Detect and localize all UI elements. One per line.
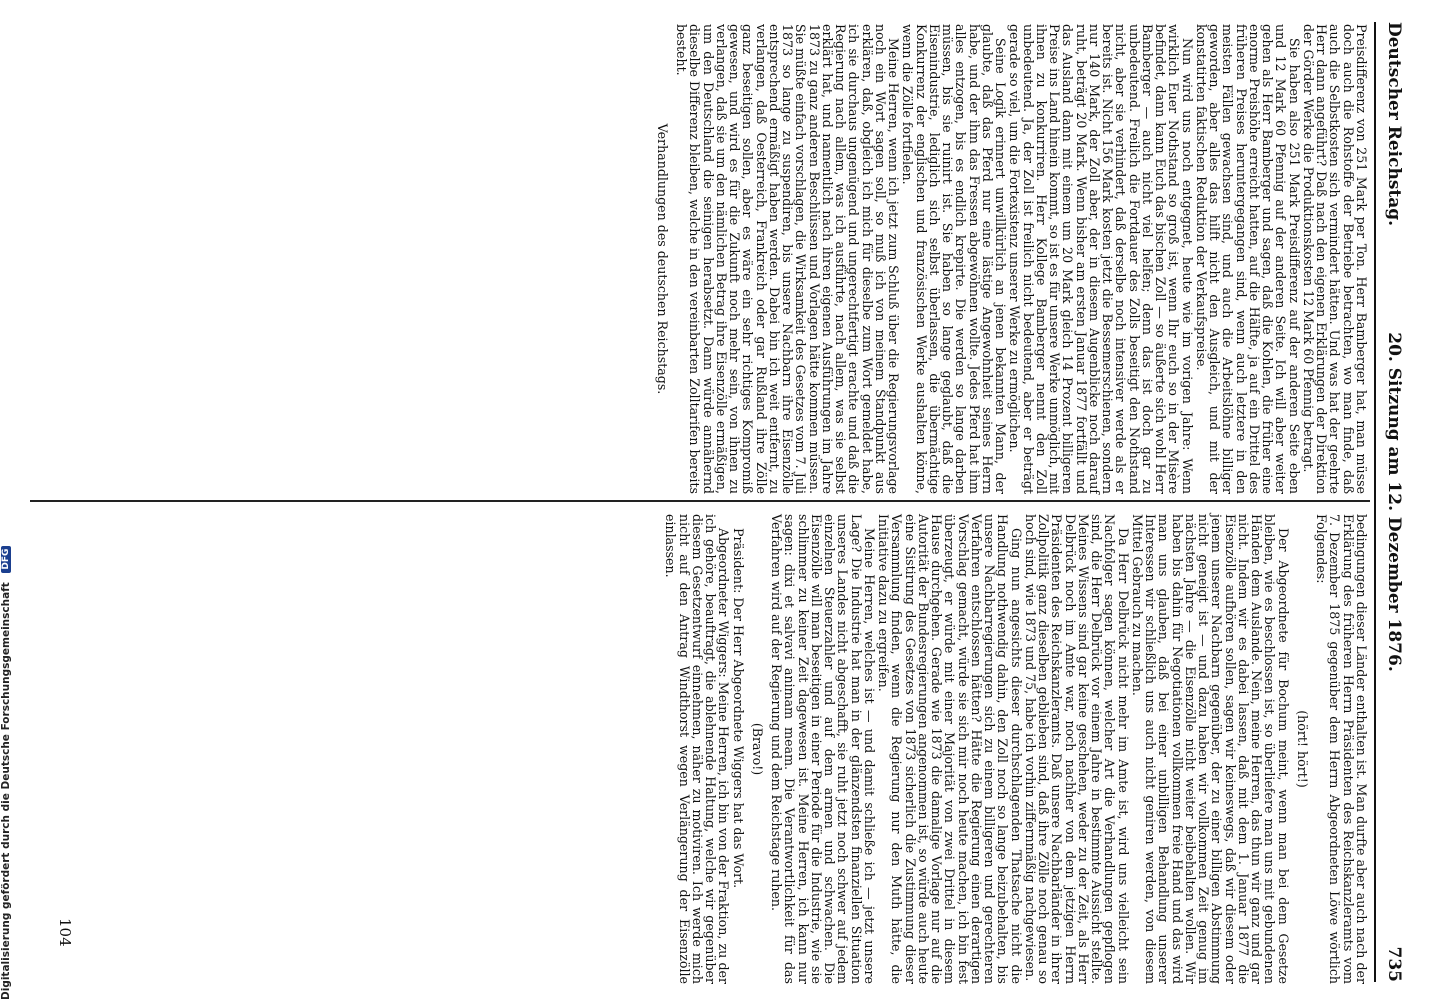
left-column: [650, 24, 1368, 494]
header-rule: [1374, 22, 1376, 982]
paragraph: bedingungen dieser Länder enthalten ist. Man durfte aber auch nach der Erklärung des früheren Herrn Präsidenten des Reichskanzleramts vom 7. Dezember 1875 gegenüber dem Herrn Abgeordneten Löwe wörtlich Folgendes:: [1314, 514, 1369, 984]
volume-footer: Verhandlungen des deutschen Reichstags.: [655, 123, 670, 395]
paragraph: Ging nun angesichts dieser durchschlagenden Thatsache nicht die Handlung nothwendig dahin, den Zoll noch so lange beizubehalten, bis unsere Nachbarregierungen sich zu einem billigeren und gerechteren Verfahren entschlossen hätten? Hätte die Regierung einen derartigen Vorschlag gemacht, würde sie sich mir noch heute machen, ich bin fest überzeugt, er würde mit einer Majorität von zwei Drittel in diesem Hause durchgehen. Gerade wie 1873 die damalige Vorlage nur auf die Autorität der Bundesregierungen angenommen ist, so würde auch heute eine Sistirung des Gesetzes von 1873 sicherlich die Zustimmung dieser Versammlung finden, wenn die Regierung nur den Muth hätte, die Initiative dazu zu ergreifen.: [876, 514, 1024, 984]
right-column: [663, 514, 1368, 984]
column-divider: [30, 500, 1370, 502]
credit-text: Digitalisierung gefördert durch die Deutsche Forschungsgemeinschaft: [0, 582, 12, 1000]
page-number-top: 735: [1384, 946, 1404, 982]
paragraph: Da Herr Delbrück nicht mehr im Amte ist, wird uns vielleicht sein Nachfolger sagen können, welcher Art die Verhandlungen gepflogen sind, die Herr Delbrück vor einem Jahre in bestimmte Aussicht stellte. Meines Wissens sind gar keine geschehen, weder zu der Zeit, als Herr Delbrück noch im Amte war, noch nachher von dem jetzigen Herrn Präsidenten des Reichskanzleramts. Daß unsere Nachbarländer in ihrer Zollpolitik ganz dieselben geblieben sind, daß ihre Zölle noch genau so hoch sind, wie 1873 und 75, habe ich vorhin ziffernmäßig nachgewiesen.: [1023, 514, 1131, 984]
paragraph: Der Abgeordnete für Bochum meint, wenn man bei dem Gesetze bleiben, wie es beschlossen ist, so überliefere man uns mit gebundenen Händen dem Auslande. Nein, meine Herren, das thun wir ganz und gar nicht. Indem wir es dabei lassen, daß mit dem 1. Januar 1877 die Eisenzölle aufhören sollen, sagen wir keineswegs, daß wir diesem oder jenem unserer Nachbarn gegenüber, der zu einer billigen Abstimmung nicht geneigt ist — und dazu haben wir vollkommen Zeit genug im nächsten Jahre — die Eisenzölle nicht weiter beibehalten wollen. Wir haben bis dahin für Negotiationen vollkommen freie Hand und das wird man uns glauben, daß bei einer unbilligen Behandlung unserer Interessen wir schließlich uns auch nicht geniren werden, von diesem Mittel Gebrauch zu machen.: [1130, 514, 1291, 984]
session-date: 20. Sitzung am 12. Dezember 1876.: [1384, 332, 1404, 672]
journal-title: Deutscher Reichstag.: [1384, 22, 1404, 227]
paragraph: Sie haben also 251 Mark Preisdifferenz auf der anderen Seite eben und 12 Mark 60 Pfennig auf der anderen Seite. Ich will aber weiter gehen als Herr Bamberger und sagen, daß die Kohlen, die früher eine enorme Preishöhe erreicht hatten, auf die Hälfte, ja auf ein Drittel des früheren Preises heruntergegangen sind, wenn auch letztere in den meisten Fällen gewachsen sind, und auch die Arbeitslöhne billiger geworden, aber alles das hilft nicht den Ausgleich, und mit der konstatirten faktischen Reduktion der Verkaufspreise.: [1194, 24, 1302, 494]
page-header: [1380, 22, 1410, 982]
signature-number: 104: [56, 918, 74, 947]
interjection: (Bravo!): [750, 722, 765, 776]
paragraph: Meine Herren, wenn ich jetzt zum Schluß über die Regierungsvorlage noch ein Wort sagen soll, so muß ich von meinem Standpunkt aus erklären, daß, obgleich ich mich für dieselbe zum Wort gemeldet habe, ich sie durchaus ungenügend und ungerechtfertigt erachte und daß die Regierung nach allem, was ich ausführte, nach allem, was sie selbst erklärt hat, und namentlich nach ihren eigenen Ausführungen im Jahre 1873 zu ganz anderen Beschlüssen und Vorlagen hätte kommen müssen. Sie müßte einfach vorschlagen, die Wirksamkeit des Gesetzes vom 7. Juli 1873 so lange zu suspendiren, bis unsere Nachbarn ihre Eisenzölle entsprechend ermäßigt haben werden. Dabei bin ich weit entfernt, zu verlangen, daß Oesterreich, Frankreich oder gar Rußland ihre Zölle ganz beseitigen sollen, aber es wäre ein sehr richtiges Kompromiß gewesen, und wird es für die Zukunft noch mehr sein, von ihnen zu verlangen, daß sie um den nämlichen Betrag ihre Eisenzölle ermäßigen, um den Deutschland die seinigen herabsetzt. Dann würde annähernd dieselbe Differenz bleiben, welche in den vereinbarten Zolltarifen bereits besteht.: [674, 24, 902, 494]
paragraph: Preisdifferenz von 251 Mark per Ton. Herr Bamberger hat, man müsse doch auch die Rohstoffe der Betriebe betrachten, wo man finde, daß auch die Selbstkosten sich vermindert hätten. Und was hat der geehrte Herr dann angeführt? Daß nach den eigenen Erklärungen der Direktion der Görder Werke die Produktionskosten 12 Mark 60 Pfennig betragt.: [1301, 24, 1369, 494]
paragraph: Seine Logik erinnert unwillkürlich an jenen bekannten Mann, der glaubte, daß das Pferd nur eine lästige Angewohnheit seines Herrn habe, und der ihm das Fressen abgewöhnen wollte. Jedes Pferd hat ihm alles entzogen, bis es endlich krepirte. Die werden so lange darben müssen, bis sie ruinirt ist. Sie haben so lange geglaubt, daß die Eisenindustrie, lediglich sich selbst überlassen, die übermächtige Konkurrenz der englischen und französischen Werke aushalten könne, wenn die Zölle fortfielen.: [900, 24, 1009, 494]
speaker-paragraph: Präsident: Der Herr Abgeordnete Wiggers hat das Wort.: [730, 528, 746, 889]
dfg-logo-icon: DFG: [1, 546, 11, 573]
paragraph: Meine Herren, welches ist — und damit schließe ich — jetzt unsere Lage? Die Industrie hat man in der glänzendsten finanziellen Situation unseres Landes nicht abgeschafft, sie ruht jetzt noch schwer auf jedem einzelnen Steuerzahler und auf dem armen und schwachen. Die Eisenzölle will man beseitigen in einer Periode für die Industrie, wie sie schlimmer zu keiner Zeit dagewesen ist. Meine Herren, ich kann nur sagen: dixi et salvavi animam meam. Die Verantwortlichkeit für das Verfahren wird auf der Regierung und dem Reichstage ruhen.: [769, 514, 877, 984]
interjection: (hört! hört!): [1295, 710, 1310, 788]
speaker-paragraph: Abgeordneter Wiggers: Meine Herren, ich bin von der Fraktion, zu der ich gehöre, beauftragt, die ablehnende Haltung, welche wir gegenüber diesem Gesetzentwurf einnehmen, näher zu motiviren. Ich werde mich nicht auf den Antrag Windthorst wegen Verlängerung der Eisenzölle einlassen.: [663, 514, 732, 984]
digitization-credit: [0, 0, 14, 1000]
paragraph: Nun wird uns noch entgegnet, heute wie im vorigen Jahre: Wenn wirklich Euer Nothstand so groß ist, wenn Ihr euch so in der Misère befindet, dann kann Euch das bischen Zoll — so äußerte sich wohl Herr Bamberger — auch nicht viel helfen; denn das ist doch gar zu unbedeutend. Freilich die Fortdauer des Zolls beseitigt den Nothstand nicht, aber sie verhindert, daß derselbe noch intensiver werde als er bereits ist. Nicht 156 Mark kosten jetzt die Bessemerschienen, sondern nur 140 Mark, der Zoll aber, der in diesem Augenblicke noch darauf ruht, beträgt 20 Mark. Wenn bisher am ersten Januar 1877 fortfällt und das Ausland dann mit einem um 20 Mark gleich 14 Prozent billigeren Preise ins Land hinein kommt, so ist es für unsere Werke unmöglich, mit ihnen zu konkurriren. Herr Kollege Bamberger nennt den Zoll unbedeutend. Ja, der Zoll ist freilich nicht bedeutend, aber er beträgt gerade so viel, um die Fortexistenz unserer Werke zu ermöglichen.: [1007, 24, 1195, 494]
